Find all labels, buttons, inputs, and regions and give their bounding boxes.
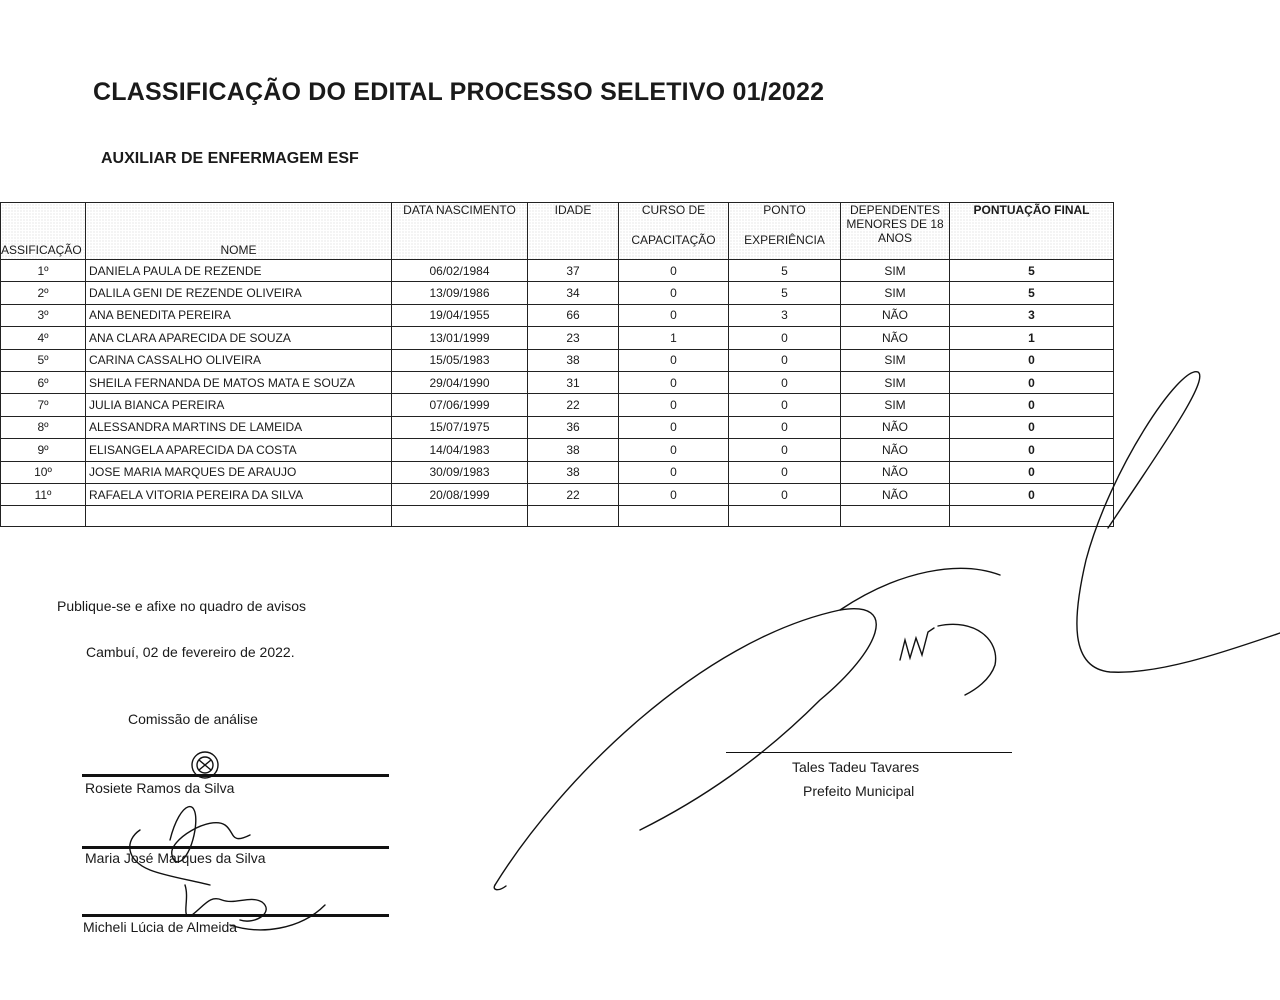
member-name-3: Micheli Lúcia de Almeida: [83, 919, 238, 935]
cell-dependentes: SIM: [841, 371, 950, 393]
cell-idade: 38: [528, 439, 619, 461]
cell-classificacao: 6º: [1, 371, 86, 393]
cell-pontuacao-final: 3: [950, 304, 1114, 326]
publique-note: Publique-se e afixe no quadro de avisos: [57, 598, 307, 614]
table-row: [1, 327, 1114, 349]
table-row: [1, 260, 1114, 282]
cell-curso: 0: [619, 483, 729, 505]
cell-classificacao: 10º: [1, 461, 86, 483]
cell-data-nascimento: 29/04/1990: [392, 371, 528, 393]
cell-data-nascimento: 30/09/1983: [392, 461, 528, 483]
document-subtitle: AUXILIAR DE ENFERMAGEM ESF: [101, 150, 359, 167]
cell-idade: 38: [528, 349, 619, 371]
empty-cell: [729, 506, 841, 527]
cell-dependentes: NÃO: [841, 483, 950, 505]
cell-dependentes: NÃO: [841, 461, 950, 483]
cell-dependentes: NÃO: [841, 439, 950, 461]
cell-pontuacao-final: 0: [950, 349, 1114, 371]
cell-ponto: 0: [729, 349, 841, 371]
cell-classificacao: 2º: [1, 282, 86, 304]
cell-dependentes: NÃO: [841, 304, 950, 326]
cell-pontuacao-final: 0: [950, 461, 1114, 483]
cell-dependentes: NÃO: [841, 416, 950, 438]
cell-ponto: 3: [729, 304, 841, 326]
mayor-initials-stroke: [900, 628, 934, 660]
cell-ponto: 0: [729, 394, 841, 416]
cell-data-nascimento: 13/09/1986: [392, 282, 528, 304]
header-pontuacao-final: PONTUAÇÃO FINAL: [950, 203, 1114, 260]
cell-pontuacao-final: 0: [950, 394, 1114, 416]
header-dependentes-line1: DEPENDENTES: [849, 203, 941, 217]
table-row: [1, 416, 1114, 438]
mayor-signature-line: [726, 752, 1012, 753]
cell-ponto: 0: [729, 461, 841, 483]
cell-data-nascimento: 20/08/1999: [392, 483, 528, 505]
cell-nome: ALESSANDRA MARTINS DE LAMEIDA: [86, 416, 392, 438]
cell-pontuacao-final: 0: [950, 483, 1114, 505]
table-row: [1, 461, 1114, 483]
cell-ponto: 0: [729, 416, 841, 438]
cell-classificacao: 5º: [1, 349, 86, 371]
cell-ponto: 0: [729, 371, 841, 393]
cell-classificacao: 7º: [1, 394, 86, 416]
cell-nome: ELISANGELA APARECIDA DA COSTA: [86, 439, 392, 461]
cell-idade: 31: [528, 371, 619, 393]
cell-curso: 0: [619, 304, 729, 326]
cell-curso: 0: [619, 260, 729, 282]
signature-line-2: [82, 846, 389, 849]
signature-line-3: [82, 914, 389, 917]
cell-ponto: 0: [729, 439, 841, 461]
cell-classificacao: 9º: [1, 439, 86, 461]
cell-nome: RAFAELA VITORIA PEREIRA DA SILVA: [86, 483, 392, 505]
cell-data-nascimento: 13/01/1999: [392, 327, 528, 349]
mayor-flourish-stroke: [938, 624, 996, 695]
header-classificacao: ASSIFICAÇÃO: [1, 203, 86, 260]
cell-curso: 0: [619, 282, 729, 304]
mayor-signature-stroke-2: [495, 609, 876, 885]
header-curso-line1: CURSO DE: [641, 203, 706, 217]
cell-pontuacao-final: 0: [950, 439, 1114, 461]
cell-pontuacao-final: 1: [950, 327, 1114, 349]
cell-idade: 66: [528, 304, 619, 326]
cell-pontuacao-final: 0: [950, 416, 1114, 438]
place-date: Cambuí, 02 de fevereiro de 2022.: [86, 644, 295, 660]
cell-classificacao: 11º: [1, 483, 86, 505]
cell-ponto: 5: [729, 260, 841, 282]
header-ponto: [729, 203, 841, 260]
empty-cell: [1, 506, 86, 527]
cell-curso: 0: [619, 416, 729, 438]
empty-cell: [950, 506, 1114, 527]
header-idade: IDADE: [528, 203, 619, 260]
table-row: [1, 394, 1114, 416]
header-data-nascimento: DATA NASCIMENTO: [392, 203, 528, 260]
cell-nome: ANA BENEDITA PEREIRA: [86, 304, 392, 326]
header-ponto-line1: PONTO: [763, 203, 806, 217]
mayor-signature-stroke-3: [840, 568, 1000, 610]
table-row: [1, 282, 1114, 304]
cell-idade: 36: [528, 416, 619, 438]
empty-cell: [841, 506, 950, 527]
cell-classificacao: 8º: [1, 416, 86, 438]
table-row: [1, 483, 1114, 505]
table-row-empty: [1, 506, 1114, 527]
cell-classificacao: 4º: [1, 327, 86, 349]
table-row: [1, 371, 1114, 393]
cell-dependentes: SIM: [841, 282, 950, 304]
cell-ponto: 0: [729, 483, 841, 505]
mayor-tail-stroke: [494, 885, 506, 890]
header-nome: NOME: [86, 203, 392, 260]
cell-pontuacao-final: 5: [950, 282, 1114, 304]
empty-cell: [86, 506, 392, 527]
mayor-title: Prefeito Municipal: [803, 783, 915, 799]
cell-pontuacao-final: 5: [950, 260, 1114, 282]
header-curso: [619, 203, 729, 260]
cell-classificacao: 1º: [1, 260, 86, 282]
cell-nome: JOSE MARIA MARQUES DE ARAUJO: [86, 461, 392, 483]
cell-dependentes: SIM: [841, 349, 950, 371]
empty-cell: [392, 506, 528, 527]
cell-data-nascimento: 14/04/1983: [392, 439, 528, 461]
empty-cell: [619, 506, 729, 527]
table-header-row: [1, 203, 1114, 260]
cell-curso: 0: [619, 394, 729, 416]
classification-table: [0, 202, 1114, 527]
cell-dependentes: SIM: [841, 260, 950, 282]
cell-curso: 0: [619, 349, 729, 371]
header-ponto-line2: EXPERIÊNCIA: [744, 233, 825, 247]
table-row: [1, 349, 1114, 371]
cell-pontuacao-final: 0: [950, 371, 1114, 393]
cell-ponto: 5: [729, 282, 841, 304]
cell-idade: 34: [528, 282, 619, 304]
cell-data-nascimento: 07/06/1999: [392, 394, 528, 416]
cell-dependentes: NÃO: [841, 327, 950, 349]
cell-nome: DANIELA PAULA DE REZENDE: [86, 260, 392, 282]
cell-nome: JULIA BIANCA PEREIRA: [86, 394, 392, 416]
header-dependentes: [841, 203, 950, 260]
cell-curso: 0: [619, 461, 729, 483]
document-title: CLASSIFICAÇÃO DO EDITAL PROCESSO SELETIVO 01/2022: [93, 78, 825, 106]
cell-data-nascimento: 19/04/1955: [392, 304, 528, 326]
cell-nome: ANA CLARA APARECIDA DE SOUZA: [86, 327, 392, 349]
cell-idade: 23: [528, 327, 619, 349]
cell-nome: CARINA CASSALHO OLIVEIRA: [86, 349, 392, 371]
cell-data-nascimento: 15/05/1983: [392, 349, 528, 371]
table-row: [1, 439, 1114, 461]
cell-dependentes: SIM: [841, 394, 950, 416]
cell-idade: 38: [528, 461, 619, 483]
cell-idade: 22: [528, 394, 619, 416]
table-row: [1, 304, 1114, 326]
cell-nome: DALILA GENI DE REZENDE OLIVEIRA: [86, 282, 392, 304]
cell-ponto: 0: [729, 327, 841, 349]
member-name-2: Maria José Marques da Silva: [85, 850, 266, 866]
cell-data-nascimento: 06/02/1984: [392, 260, 528, 282]
mayor-name: Tales Tadeu Tavares: [792, 759, 920, 775]
cell-curso: 0: [619, 439, 729, 461]
comissao-label: Comissão de análise: [128, 711, 258, 727]
cell-idade: 37: [528, 260, 619, 282]
header-dependentes-line2: MENORES DE 18: [846, 217, 944, 231]
cell-data-nascimento: 15/07/1975: [392, 416, 528, 438]
header-dependentes-line3: ANOS: [877, 231, 912, 245]
member-name-1: Rosiete Ramos da Silva: [85, 780, 235, 796]
cell-nome: SHEILA FERNANDA DE MATOS MATA E SOUZA: [86, 371, 392, 393]
header-curso-line2: CAPACITAÇÃO: [631, 233, 716, 247]
cell-curso: 0: [619, 371, 729, 393]
cell-curso: 1: [619, 327, 729, 349]
signature-line-1: [82, 774, 389, 777]
cell-classificacao: 3º: [1, 304, 86, 326]
empty-cell: [528, 506, 619, 527]
cell-idade: 22: [528, 483, 619, 505]
